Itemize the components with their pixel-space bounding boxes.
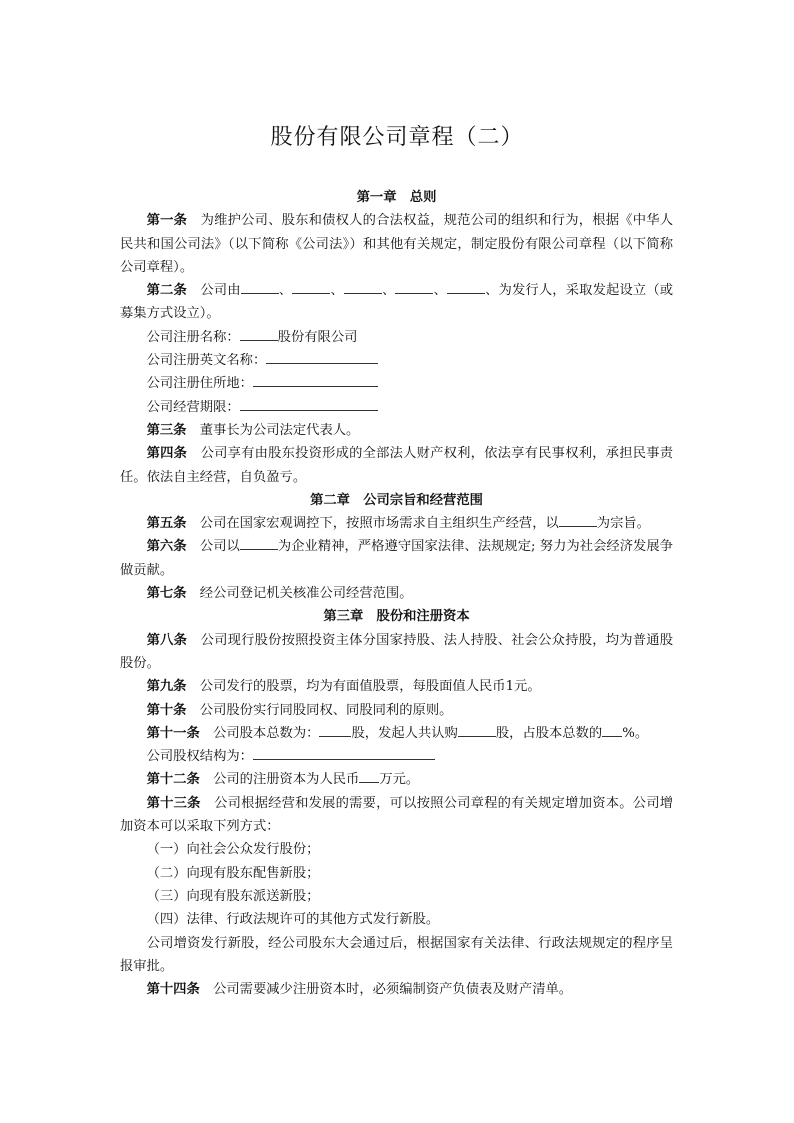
article-6 — [120, 535, 673, 582]
article-label: 第二条 — [146, 283, 187, 299]
field-equity-structure — [120, 745, 673, 768]
blank-field[interactable] — [458, 724, 496, 737]
article-label: 第十三条 — [146, 795, 201, 811]
article-12 — [120, 768, 673, 791]
article-label: 第七条 — [146, 586, 187, 602]
field-suffix: 股份有限公司 — [277, 329, 358, 345]
article-text: 万元。 — [379, 772, 420, 788]
article-label: 第三条 — [146, 422, 187, 438]
article-text: 公司股本总数为： — [213, 725, 320, 741]
separator: 、 — [278, 283, 293, 299]
article-4 — [120, 442, 673, 489]
blank-field[interactable] — [602, 724, 622, 737]
field-address — [120, 372, 673, 395]
article-14 — [120, 978, 673, 1001]
article-11 — [120, 722, 673, 745]
article-text: %。 — [622, 725, 649, 741]
chapter-3-heading: 第三章 股份和注册资本 — [323, 609, 470, 625]
blank-field[interactable] — [240, 398, 378, 411]
list-item: （二）向现有股东配售新股； — [146, 865, 320, 881]
article-text: 为企业精神，严格遵守国家法律、法规规定; 努力为社会经济发展争做贡献。 — [120, 539, 674, 578]
article-text: 公司发行的股票，均为有面值股票，每股面值人民币1元。 — [199, 679, 541, 695]
article-7 — [120, 582, 673, 605]
field-label: 公司经营期限： — [146, 399, 240, 415]
article-text: 公司现行股份按照投资主体分国家持股、法人持股、社会公众持股，均为普通股股份。 — [120, 632, 674, 671]
separator: 、 — [433, 283, 447, 299]
article-label: 第四条 — [146, 446, 188, 462]
article-text: 公司股份实行同股同权、同股同利的原则。 — [199, 702, 453, 718]
separator: 、 — [330, 283, 344, 299]
article-2 — [120, 279, 673, 326]
article-text: 经公司登记机关核准公司经营范围。 — [199, 586, 413, 602]
article-text: 、为发行人，采取发起设立（或募集方式设立）。 — [120, 283, 674, 322]
chapter-2-heading: 第二章 公司宗旨和经营范围 — [310, 492, 483, 508]
article-label: 第十二条 — [146, 772, 200, 788]
field-registered-name — [120, 326, 673, 349]
blank-field[interactable] — [292, 281, 330, 294]
list-item: （三）向现有股东派送新股； — [146, 888, 320, 904]
article-label: 第六条 — [146, 539, 187, 555]
article-label: 第十四条 — [146, 982, 200, 998]
article-label: 第十一条 — [146, 725, 200, 741]
blank-field[interactable] — [559, 514, 597, 527]
blank-field[interactable] — [395, 281, 433, 294]
article-3 — [120, 419, 673, 442]
article-13 — [120, 792, 673, 839]
article-1 — [120, 209, 673, 279]
article-label: 第八条 — [146, 632, 188, 648]
article-5 — [120, 512, 673, 535]
article-label: 第五条 — [146, 516, 187, 532]
blank-field[interactable] — [344, 281, 382, 294]
blank-field[interactable] — [253, 374, 378, 387]
article-text: 公司以 — [199, 539, 240, 555]
field-term — [120, 396, 673, 419]
field-english-name — [120, 349, 673, 372]
blank-field[interactable] — [240, 328, 278, 341]
field-label: 公司股权结构为： — [146, 749, 253, 765]
blank-field[interactable] — [319, 724, 351, 737]
article-8 — [120, 629, 673, 676]
article-text: 公司由 — [200, 283, 241, 299]
chapter-1-heading: 第一章 总则 — [356, 190, 437, 205]
article-13-paragraph: 公司增资发行新股，经公司股东大会通过后，根据国家有关法律、行政法规规定的程序呈报审批。 — [120, 935, 673, 974]
blank-field[interactable] — [241, 281, 279, 294]
blank-field[interactable] — [359, 770, 379, 783]
article-text: 公司需要减少注册资本时，必须编制资产负债表及财产清单。 — [213, 982, 573, 998]
article-text: 公司在国家宏观调控下，按照市场需求自主组织生产经营，以 — [199, 516, 559, 532]
blank-field[interactable] — [240, 537, 278, 550]
article-9 — [120, 675, 673, 698]
article-label: 第九条 — [146, 679, 187, 695]
field-label: 公司注册名称： — [146, 329, 240, 345]
list-item: （四）法律、行政法规许可的其他方式发行新股。 — [146, 912, 440, 928]
field-label: 公司注册英文名称： — [146, 353, 267, 369]
document-title: 股份有限公司章程（二） — [270, 125, 524, 150]
article-10 — [120, 699, 673, 722]
blank-field[interactable] — [266, 351, 378, 364]
field-label: 公司注册住所地： — [146, 376, 253, 392]
article-text: 股，发起人共认购 — [351, 725, 458, 741]
article-text: 为宗旨。 — [596, 516, 650, 532]
article-text: 为维护公司、股东和债权人的合法权益，规范公司的组织和行为，根据《中华人民共和国公司法》（以下简称《公司法》）和其他有关规定，制定股份有限公司章程（以下简称公司章程）。 — [120, 213, 674, 275]
list-item: （一）向社会公众发行股份； — [146, 842, 320, 858]
separator: 、 — [381, 283, 396, 299]
article-label: 第十条 — [146, 702, 187, 718]
article-text: 公司的注册资本为人民币 — [213, 772, 360, 788]
article-text: 董事长为公司法定代表人。 — [199, 422, 360, 438]
document-body — [120, 186, 673, 1001]
article-text: 公司享有由股东投资形成的全部法人财产权利，依法享有民事权利，承担民事责任。依法自主经营，自负盈亏。 — [120, 446, 674, 485]
article-label: 第一条 — [146, 213, 188, 229]
article-text: 股，占股本总数的 — [495, 725, 603, 741]
blank-field[interactable] — [447, 281, 485, 294]
article-text: 公司根据经营和发展的需要，可以按照公司章程的有关规定增加资本。公司增加资本可以采取下列方式： — [120, 795, 674, 835]
blank-field[interactable] — [253, 747, 435, 760]
